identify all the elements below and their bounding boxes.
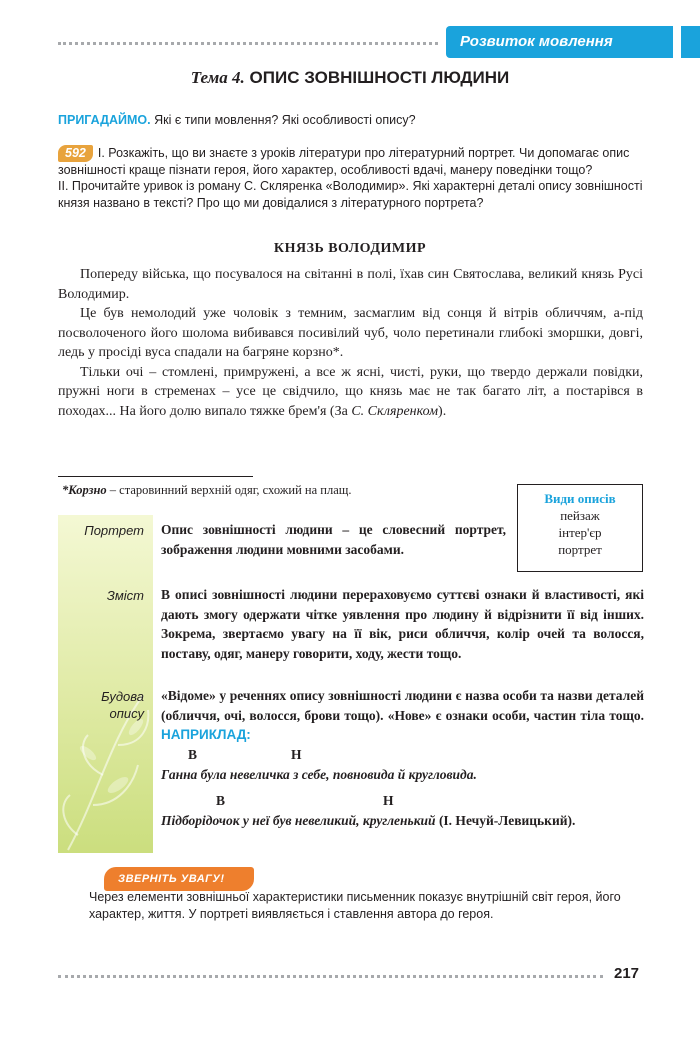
structure-new: «Нове» (387, 707, 432, 723)
description-types-box (517, 484, 643, 572)
title-prefix: Тема 4. (190, 68, 245, 87)
page-edge-marker (681, 26, 700, 58)
page-number: 217 (614, 965, 640, 982)
marker-n: Н (291, 747, 302, 762)
story-paragraph-1: Попереду війська, що посувалося на світанні в полі, їхав син Святослава, великий князь Русі Володимир. (58, 267, 643, 302)
exercise-number-badge: 592 (58, 145, 93, 162)
decorative-leaf-icon (58, 635, 153, 853)
marker-n: Н (383, 793, 394, 808)
label-structure (58, 688, 144, 722)
recall-label: ПРИГАДАЙМО. (58, 113, 151, 127)
example-label: НАПРИКЛАД: (161, 727, 251, 742)
footer-dotted-rule (58, 975, 603, 978)
story-paragraph-3 (58, 363, 643, 422)
example-2-source: (І. Нечуй-Левицький). (435, 813, 576, 828)
example-1: Ганна була невеличка з себе, повновида й кругловида. (161, 767, 477, 782)
recall-question (58, 113, 658, 127)
footnote-text: – старовинний верхній одяг, схожий на плащ. (106, 483, 352, 497)
section-tab (446, 26, 673, 58)
title-text: ОПИС ЗОВНІШНОСТІ ЛЮДИНИ (249, 68, 510, 87)
example-2 (161, 811, 644, 831)
exercise-592 (58, 145, 643, 211)
types-box-item: інтер'єр (558, 525, 602, 540)
footnote (62, 483, 352, 498)
story-author: С. Скляренком (351, 403, 439, 419)
structure-definition (161, 686, 644, 745)
story-heading: КНЯЗЬ ВОЛОДИМИР (273, 241, 427, 256)
attention-badge: ЗВЕРНІТЬ УВАГУ! (104, 867, 254, 891)
theory-side-panel (58, 515, 153, 853)
exercise-part-1: І. Розкажіть, що ви знаєте з уроків літератури про літературний портрет. Чи допомагає опис зовнішності краще пізнати героя, його характер, особливості вдачі, манеру поведінки тощо? (58, 146, 630, 177)
content-definition: В описі зовнішності людини перераховуємо суттєві ознаки й властивості, які дають змогу одержати чітке уявлення про людину й відрізнити її від інших. Зокрема, звертаємо увагу на її вік, риси обличчя, колір очей та волосся, поставу, одяг, манеру говорити, ходу, жести тощо. (161, 587, 644, 661)
header-dotted-rule (58, 42, 438, 45)
story-paragraph-3-end: ). (438, 403, 447, 419)
label-content: Зміст (106, 588, 144, 603)
section-tab-label: Розвиток мовлення (460, 33, 613, 50)
page-title (0, 68, 700, 88)
attention-text: Через елементи зовнішньої характеристики письменник показує внутрішній світ героя, його характер, життя. У портреті виявляється і ставлення автора до героя. (89, 890, 621, 921)
label-structure-line-1: Будова (101, 689, 144, 704)
types-box-item: портрет (558, 542, 602, 557)
footnote-term: *Корзно (62, 483, 107, 497)
types-box-item: пейзаж (560, 508, 600, 523)
footnote-divider (58, 476, 253, 477)
story-paragraph-3-text: Тільки очі – стомлені, примружені, а все ж ясні, чисті, руки, що твердо держали повідки, пружні ноги в стременах – усе це свідчило, що князь має не так багато літ, а постарівся в походах... На його долю випало тяжке брем'я (За (58, 364, 643, 419)
story-excerpt (58, 265, 643, 421)
marker-v: В (216, 793, 226, 808)
story-paragraph-2: Це був немолодий уже чоловік з темним, засмаглим від сонця й вітрів обличчям, а-під посволоченого його шолома вибивався посивілий чуб, чоло перетинали глибокі зморшки, довгі, ледь у просіді вуса спадали на багряне корзно*. (58, 306, 643, 360)
portrait-definition: Опис зовнішності людини – це словесний портрет, зображення людини мовними засобами. (161, 522, 506, 557)
recall-text: Які є типи мовлення? Які особливості опису? (154, 113, 416, 127)
structure-known: «Відоме» (161, 688, 216, 703)
types-box-title: Види описів (544, 491, 616, 506)
label-portrait: Портрет (84, 523, 144, 538)
example-2-text: Підборідочок у неї був невеликий, кругленький (161, 813, 436, 828)
structure-text-2: є ознаки особи, частин тіла тощо. (431, 707, 645, 723)
label-structure-line-2: опису (109, 706, 144, 721)
marker-v: В (188, 747, 198, 762)
exercise-part-2: ІІ. Прочитайте уривок із роману С. Скляренка «Володимир». Які характерні деталі опису зовнішності князя названо в тексті? Про що ми довідалися з літературного портрета? (58, 179, 643, 210)
structure-text-1: у реченнях опису зовнішності людини є назва особи та назви деталей (обличчя, очі, волосся, брови тощо). (161, 688, 644, 723)
